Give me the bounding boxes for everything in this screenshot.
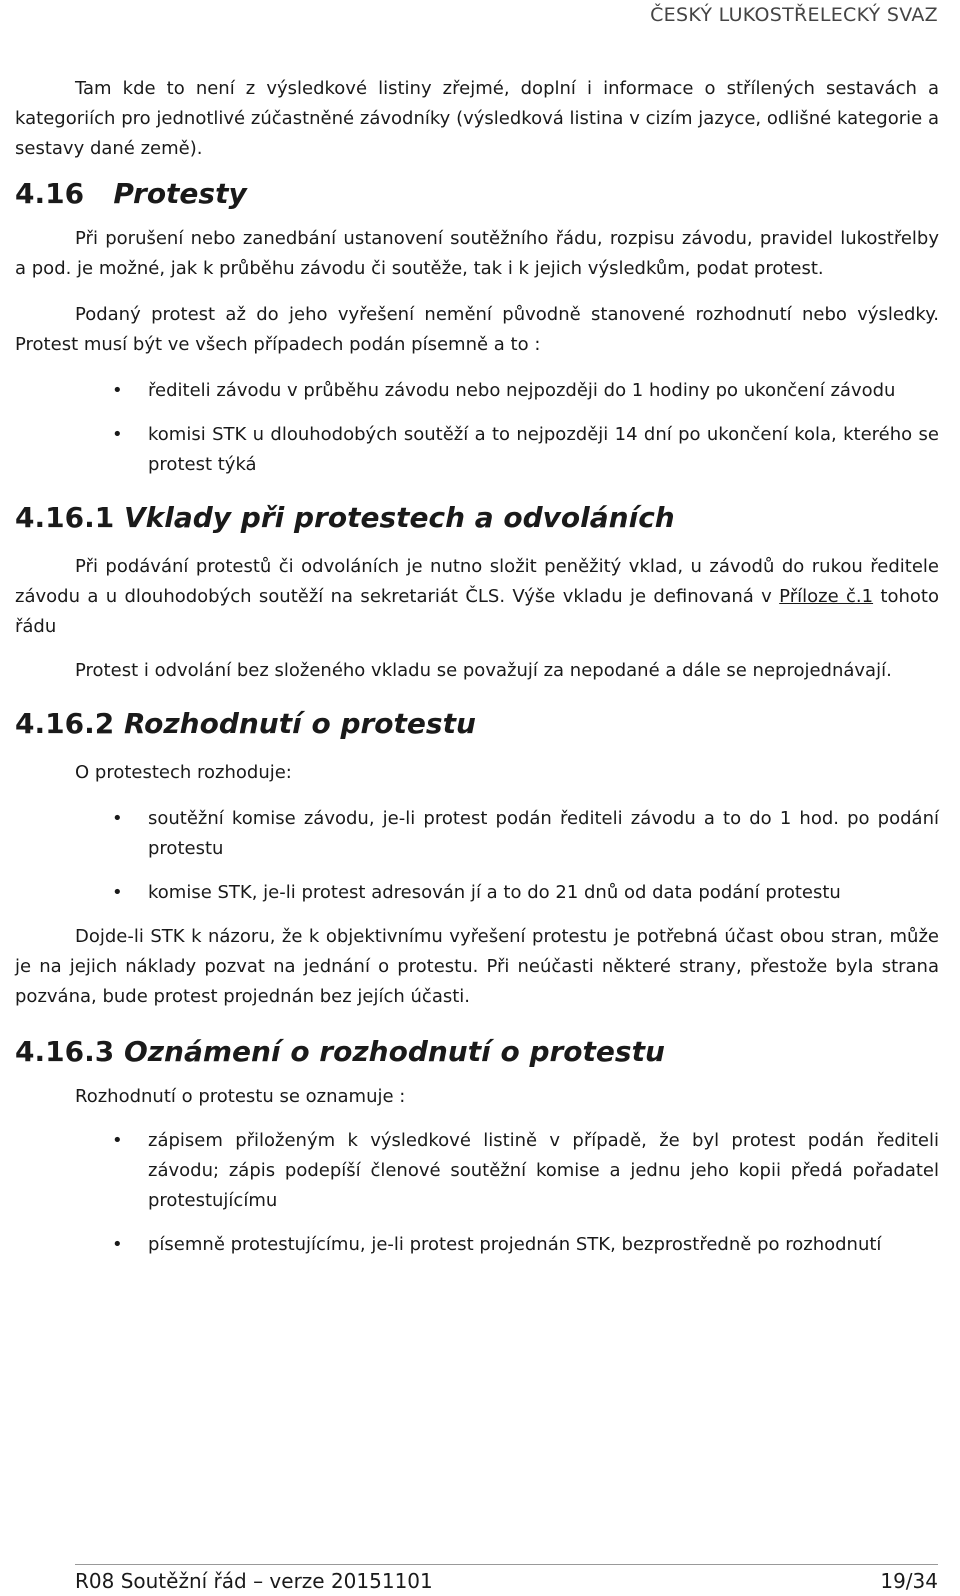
section-title: Rozhodnutí o protestu — [123, 707, 476, 740]
s416-list — [15, 376, 939, 480]
header-org: ČESKÝ LUKOSTŘELECKÝ SVAZ — [650, 4, 938, 26]
intro-paragraph: Tam kde to není z výsledkové listiny zřejmé, doplní i informace o střílených sestavách a kategoriích pro jednotlivé zúčastněné závodníky (výsledková listina v cizím jazyce, odlišné kategorie a sestavy dané země). — [15, 78, 939, 159]
list-item: • komise STK, je-li protest adresován jí a to do 21 dnů od data podání protestu — [15, 878, 939, 908]
list-item: • soutěžní komise závodu, je-li protest podán řediteli závodu a to do 1 hod. po podání protestu — [15, 804, 939, 864]
list-item: • zápisem přiloženým k výsledkové listině v případě, že byl protest podán řediteli závodu; zápis podepíší členové soutěžní komise a jednu jeho kopii předá pořadatel protestujícímu — [15, 1126, 939, 1216]
section-number: 4.16 — [15, 177, 85, 210]
section-title: Vklady při protestech a odvoláních — [123, 501, 675, 534]
section-4-16-heading — [15, 174, 939, 214]
s4161-paragraph-1: Při podávání protestů či odvoláních je nutno složit peněžitý vklad, u závodů do rukou ředitele závodu a u dlouhodobých soutěží na sekretariát ČLS. Výše vkladu je definovaná v Příloze č.1 tohoto řádu — [15, 556, 939, 637]
s416-paragraph-1: Při porušení nebo zanedbání ustanovení soutěžního řádu, rozpisu závodu, pravidel lukostřelby a pod. je možné, jak k průběhu závodu či soutěže, tak i k jejich výsledkům, podat protest. — [15, 228, 939, 279]
list-item: • řediteli závodu v průběhu závodu nebo nejpozději do 1 hodiny po ukončení závodu — [15, 376, 939, 406]
s4162-list — [15, 804, 939, 908]
appendix-link[interactable]: Příloze č.1 — [779, 586, 874, 607]
s4162-paragraph-1: O protestech rozhoduje: — [75, 762, 292, 783]
bullet-icon: • — [112, 1234, 123, 1255]
s4163-paragraph-1: Rozhodnutí o protestu se oznamuje : — [75, 1086, 406, 1107]
section-number: 4.16.3 — [15, 1035, 115, 1068]
footer-document-name: R08 Soutěžní řád – verze 20151101 — [75, 1569, 433, 1593]
section-title: Oznámení o rozhodnutí o protestu — [123, 1035, 665, 1068]
s416-paragraph-2: Podaný protest až do jeho vyřešení nemění původně stanovené rozhodnutí nebo výsledky. Protest musí být ve všech případech podán písemně a to : — [15, 304, 939, 355]
bullet-icon: • — [112, 380, 123, 401]
list-item: • komisi STK u dlouhodobých soutěží a to nejpozději 14 dní po ukončení kola, kterého se protest týká — [15, 420, 939, 480]
section-4-16-1-heading — [15, 498, 939, 538]
s4163-list — [15, 1126, 939, 1260]
footer-page-number: 19/34 — [880, 1569, 938, 1593]
page-footer — [75, 1564, 938, 1593]
s4161-paragraph-2: Protest i odvolání bez složeného vkladu se považují za nepodané a dále se neprojednávají. — [75, 660, 892, 681]
section-title: Protesty — [113, 177, 247, 210]
document-body — [15, 74, 939, 1260]
bullet-icon: • — [112, 808, 123, 829]
list-item: • písemně protestujícímu, je-li protest projednán STK, bezprostředně po rozhodnutí — [15, 1230, 939, 1260]
section-4-16-3-heading — [15, 1032, 939, 1072]
section-number: 4.16.1 — [15, 501, 115, 534]
bullet-icon: • — [112, 882, 123, 903]
bullet-icon: • — [112, 424, 123, 445]
section-4-16-2-heading — [15, 704, 939, 744]
s4162-paragraph-2: Dojde-li STK k názoru, že k objektivnímu vyřešení protestu je potřebná účast obou stran, může je na jejich náklady pozvat na jednání o protestu. Při neúčasti některé strany, přestože byla strana pozvána, bude protest projednán bez jejích účasti. — [15, 926, 939, 1007]
section-number: 4.16.2 — [15, 707, 115, 740]
bullet-icon: • — [112, 1130, 123, 1151]
